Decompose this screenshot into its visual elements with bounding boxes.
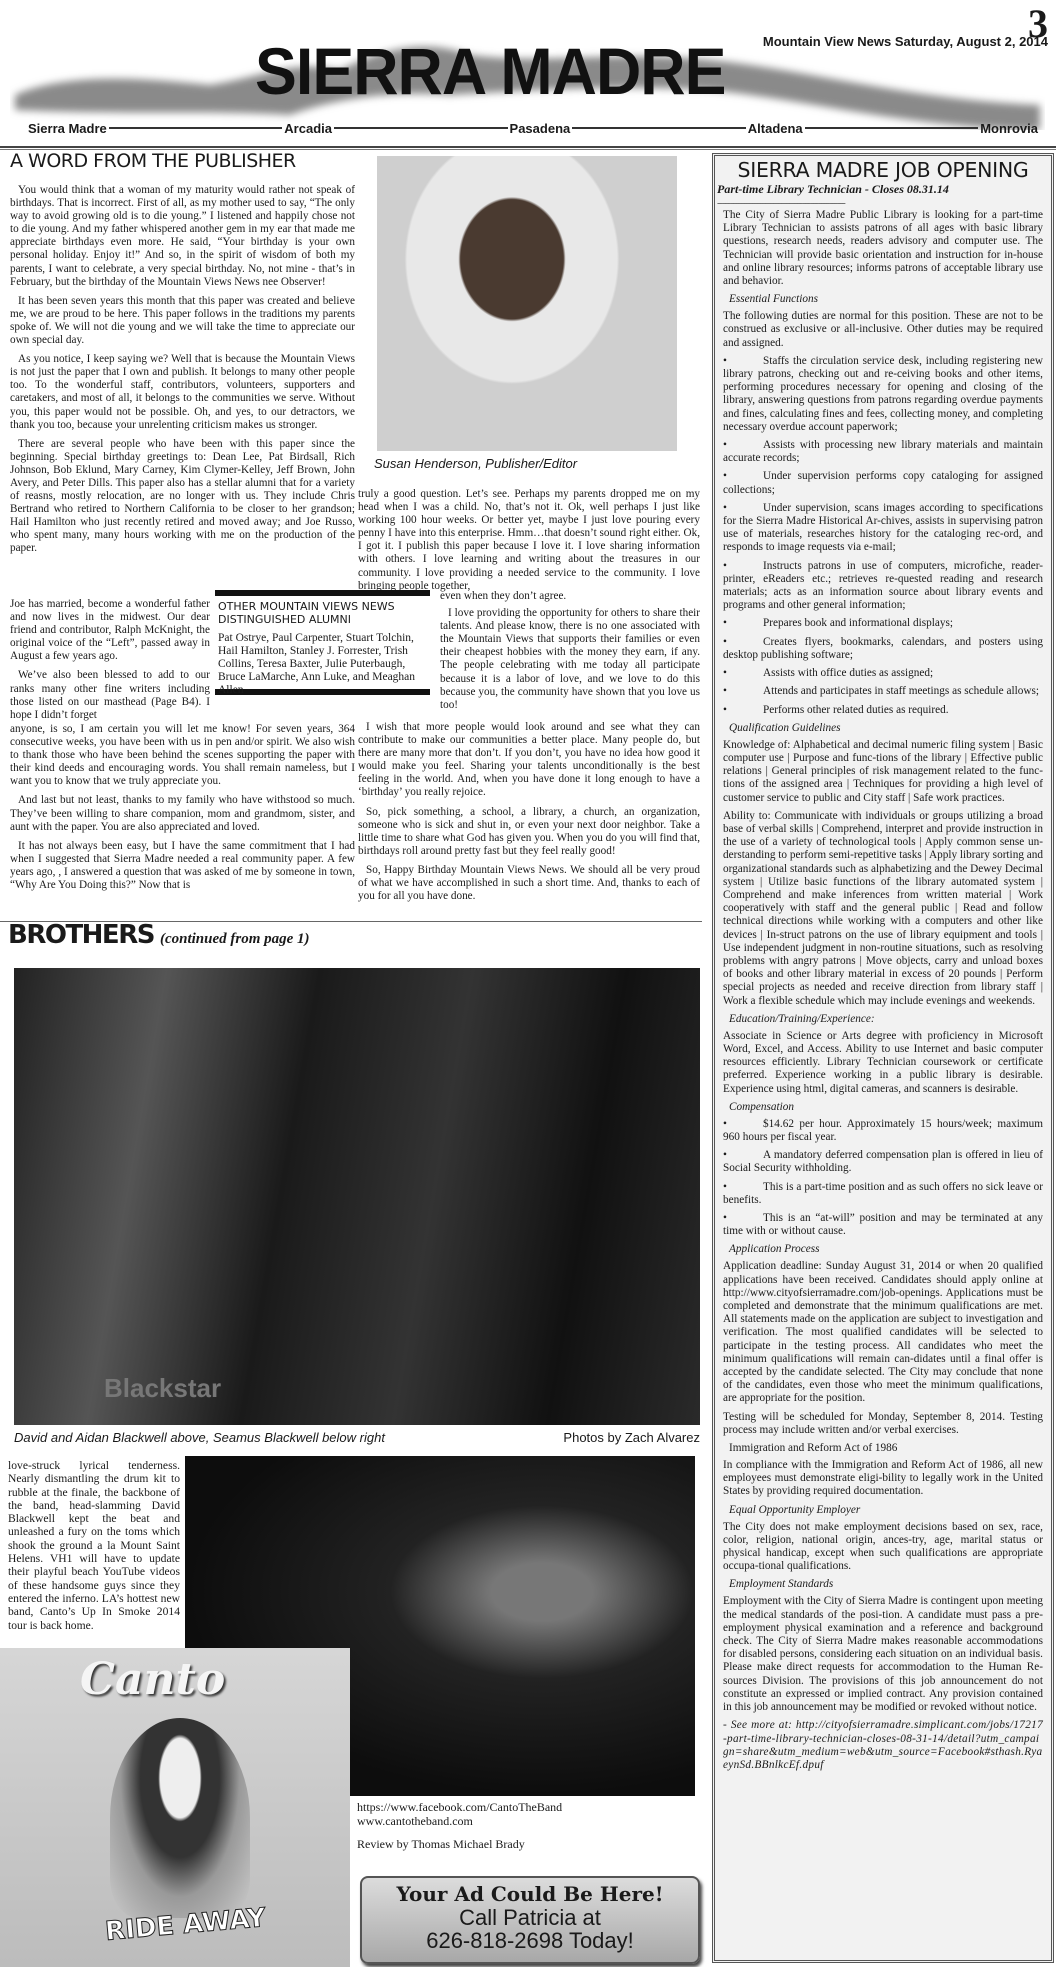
city-label: Arcadia [284, 120, 332, 136]
section-heading: Employment Standards [729, 1578, 834, 1591]
poster-figure [110, 1718, 250, 1918]
duty-item: • Performs other related duties as required. [723, 703, 949, 716]
section-heading: Compensation [729, 1100, 795, 1113]
paragraph: So, Happy Birthday Mountain Views News. We should all be very proud of what we have accomplished in such a short time. And, thanks to each of you for all you have done. [358, 863, 700, 903]
city-label: Altadena [747, 120, 803, 136]
see-more-link[interactable]: - See more at: http://cityofsierramadre.simplicant.com/jobs/17217-part-time-library-technician-closes-08-31-14/detail?utm_campaign=share&utm_medium=web&utm_source=Facebook#sthash.RyaeynSd.BBnlkcEf.dpuf [723, 1719, 1043, 1771]
job-text: Knowledge of: Alphabetical and decimal numeric filing system | Basic computer use | Purpose and func-tions of the library | Effective public relations | General principles of risk management related to the func-tions of the assigned area | Techniques for providing a high level of customer service to public and City staff | Safe work practices. [723, 738, 1043, 804]
paragraph: So, pick something, a school, a library, a church, an organization, someone who is sick and shut in, or even your next door neighbor. Take a little time to share what God has given you. When you do you will find that, birthdays roll around pretty fast but they feel really good! [358, 805, 700, 857]
paragraph: And last but not least, thanks to my family who have withstood so much. They’ve been willing to share companion, mom and grandmom, sister, and aunt with the paper. You are also appreciated and loved. [10, 794, 355, 833]
paragraph: I love providing the opportunity for others to share their talents. And please know, there is no one associated with the Mountain Views that supports their families or even their cheapest hobbies with the money they earn, if any. The people celebrating with me today all participate because it is a labor of love, and we love to do this because you, the community have shown that you love us too! [440, 607, 700, 711]
paragraph: We’ve also been blessed to add to our ranks many other fine writers including those listed on our masthead (Page B4). I hope I didn’t forget [10, 669, 210, 721]
duty-item: • Staffs the circulation service desk, including registering new library patrons, checking out and re-ceiving books and other items, performing procedures necessary for opening and closing of the library, answering questions from patrons regarding overdue payments and fines, calculating fines and fees, collecting money, and completing necessary overdue account paperwork; [723, 354, 1043, 433]
duty-item: • Assists with office duties as assigned; [723, 667, 934, 680]
band-photo-top [14, 968, 700, 1425]
publisher-photo-caption: Susan Henderson, Publisher/Editor [374, 456, 578, 471]
comp-item: • $14.62 per hour. Approximately 15 hours/week; maximum 960 hours per fiscal year. [723, 1117, 1043, 1143]
brothers-heading: BROTHERS (continued from page 1) [8, 920, 310, 950]
ad-line: Call Patricia at [459, 1905, 601, 1930]
duty-item: • Prepares book and informational displays; [723, 617, 953, 630]
canto-poster [0, 1648, 350, 1967]
publisher-col1-narrow [10, 598, 210, 728]
continued-note: (continued from page 1) [159, 931, 310, 947]
dateline: Mountain View News Saturday, August 2, 2014 [762, 34, 1048, 49]
job-text: Associate in Science or Arts degree with proficiency in Microsoft Word, Excel, and Access. Ability to use Internet and basic computer resources efficiently. Library Technician coursework or certificate preferred. Experience working in a public library is desirable. Experience using html, digital cameras, and scanners is desirable. [723, 1029, 1043, 1095]
band-links [357, 1800, 562, 1851]
publisher-col2-bottom [358, 721, 700, 909]
ad-line: Your Ad Could Be Here! [396, 1882, 664, 1906]
city-label: Sierra Madre [28, 120, 107, 136]
city-label: Monrovia [980, 120, 1038, 136]
duty-item: • Under supervision performs copy cataloging for assigned collections; [723, 470, 1043, 496]
band-photo-caption: David and Aidan Blackwell above, Seamus Blackwell below right [14, 1430, 385, 1445]
paragraph: even when they don’t agree. [440, 590, 567, 602]
job-text: Employment with the City of Sierra Madre is contingent upon meeting the medical standards of the posi-tion. A candidate must pass a pre-employment physical examination and a reference and background check. The City of Sierra Madre makes reasonable accommodations for disabled persons, considering each situation on an individual basis. Please make direct requests for accommodation to the Human Re-sources Division. The provisions of this job announcement do not constitute an expressed or implied contract. Any provision contained in this job announcement may be modified or revoked without notice. [723, 1595, 1043, 1714]
publisher-col1 [10, 184, 355, 562]
job-subheading: Part-time Library Technician - Closes 08.31.14 [717, 182, 949, 196]
duty-item: • Creates flyers, bookmarks, calendars, and posters using desktop publishing software; [723, 635, 1043, 661]
section-heading: Equal Opportunity Employer [729, 1503, 861, 1516]
divider: ------------------------------------------------ [717, 197, 845, 209]
ad-phone: 626-818-2698 Today! [426, 1928, 634, 1953]
job-text: In compliance with the Immigration and Reform Act of 1986, all new employees must demonstrate eligi-bility to legally work in the United States by providing required documentation. [723, 1459, 1043, 1498]
page-number: 3 [1028, 1, 1048, 46]
masthead-title: SIERRA MADRE [255, 34, 726, 108]
job-heading: SIERRA MADRE JOB OPENING [737, 158, 1029, 182]
publisher-heading: A WORD FROM THE PUBLISHER [10, 150, 296, 172]
publisher-photo [377, 156, 677, 451]
job-text: The following duties are normal for this position. These are not to be construed as exclusive or all-inclusive. Other duties may be required and assigned. [723, 310, 1043, 349]
alumni-names: Pat Ostrye, Paul Carpenter, Stuart Tolchin, Hail Hamilton, Stanley J. Forrester, Trish Collins, Teresa Baxter, Julie Puterbaugh, Bruce LaMarche, Ann Luke, and Meaghan Allen [218, 632, 416, 696]
comp-item: • This is a part-time position and as such offers no sick leave or benefits. [723, 1180, 1043, 1206]
duty-item: • Assists with processing new library materials and maintain accurate records; [723, 439, 1043, 465]
paragraph: I wish that more people would look around and see what they can contribute to make our communities a better place. Many people do, but there are many more that don’t. If you don’t, you have no idea how good it would make you feel. Sharing your talents unconditionally is the best feeling in the world. And, when you have done it long enough to have a ‘birthday’ you really rejoice. [358, 721, 700, 799]
publisher-col2-top [358, 488, 700, 599]
publisher-col2-narrow [440, 590, 700, 718]
comp-item: • This is an “at-will” position and may be terminated at any time with or without cause. [723, 1212, 1043, 1238]
job-text: Application deadline: Sunday August 31, 2014 or when 20 qualified applications have been received. Candidates should apply online at http://www.cityofsierramadre.com/job-openings. Applications must be completed and demonstrate that the minimum qualifications are met. All statements made on the application are subject to investigation and verification. The most qualified candidates will be selected to participate in the testing process. All candidates who meet the minimum qualifications will remain can-didates until a final offer is accepted by the candidate selected. The City may conclude that none of the candidates, even those who meet the minimum qualifications, are appropriate for the position. [723, 1260, 1043, 1405]
poster-subtitle: RIDE AWAY [103, 1903, 268, 1947]
ad-placeholder [360, 1876, 700, 1964]
paragraph: As you notice, I keep saying we? Well that is because the Mountain Views is not just the paper that I own and publish. It belongs to many other people too. To the wonderful staff, contributors, volunteers, supporters and caretakers, and most of all, it belongs to the communities we serve. Without you, this paper would not be possible. Oh, and yes, to our detractors, we thank you too, because your unrelenting criticism makes us stronger. [10, 353, 355, 431]
section-heading: Immigration and Reform Act of 1986 [729, 1442, 898, 1455]
alumni-heading: OTHER MOUNTAIN VIEWS NEWS DISTINGUISHED ALUMNI [218, 600, 395, 626]
facebook-link[interactable]: https://www.facebook.com/CantoTheBand [357, 1800, 563, 1814]
job-text: Testing will be scheduled for Monday, September 8, 2014. Testing process may include written and/or verbal exercises. [723, 1410, 1043, 1436]
section-heading: Essential Functions [729, 293, 819, 306]
section-heading: Education/Training/Experience: [729, 1012, 875, 1025]
paragraph: You would think that a woman of my maturity would rather not speak of birthdays. That is incorrect. First of all, as my mother used to say, “The only way to avoid growing old is to die young.” I listened and happily chose not to die young. And my father whispered another gem in my ear that made me appreciate birthdays even more. He said, “Your birthday is your own personal holiday. Enjoy it!” And so, in the spirit of wisdom of both my parents, I want to celebrate, a very special birthday. No, not mine - that’s in February, but the birthday of the Mountain Views News nee Observer! [10, 184, 355, 288]
city-label: Pasadena [509, 120, 571, 136]
section-heading: Application Process [729, 1243, 820, 1256]
alumni-box [215, 590, 430, 695]
job-intro: The City of Sierra Madre Public Library is looking for a part-time Library Technician to assists patrons of all ages with basic library questions, research needs, readers advisory and computer use. The Technician will provide basic orientation and instruction for in-house and online library resources; informs patrons of acceptable library use and behavior. [723, 209, 1043, 288]
job-text: The City does not make employment decisions based on sex, race, color, religion, national origin, ances-try, age, marital status or physical handicap, except when such qualifications are appropriate occupa-tional qualifications. [723, 1520, 1043, 1573]
city-line [28, 118, 1038, 138]
job-text: Ability to: Communicate with individuals or groups utilizing a broad base of verbal skills | Comprehend, interpret and provide instruction in the use of a variety of technological tools | Apply common sense un-derstanding to perform semi-repetitive tasks | Apply library sorting and organizational standards such as alphabetizing and the Dewey Decimal system | Utilize basic functions of the library automated system | Comprehend and make inferences from written material | Work cooperatively with staff and the general public | Read and follow technical directions while working with a computers and other like devices | In-struct patrons on the use of library equipment and tools | Use independent judgment in non-routine situations, such as resolving problems with angry patrons | Move objects, carry and unload boxes of books and other library material in excess of 20 pounds | Perform special projects as needed and receive direction from library staff | Work a flexible schedule which may include evenings and weekends. [723, 809, 1043, 1007]
paragraph: It has not always been easy, but I have the same commitment that I had when I suggested that Sierra Madre needed a real community paper. A few years ago, , I answered a question that was asked of me by someone in town, “Why Are You Doing this?” Now that is [10, 839, 355, 892]
amp-logo: Blackstar [104, 1373, 222, 1403]
paragraph: There are several people who have been with this paper since the beginning. Special birthday greetings to: Dean Lee, Pat Birdsall, Rich Johnson, Bob Eklund, Mary Carney, Kim Clymer-Kelley, Jeff Brown, John Avery, and Peter Dills. This paper also has a stellar alumni that for a variety of reasns, mostly relocation, are no longer with us. They include Chris Bertrand who retired to Northern California to be closer to her grandson; Hail Hamilton who just recently retired and moved away; and Joe Russo, who spent many, many hours working with me on the production of the paper. [10, 437, 355, 555]
comp-item: • A mandatory deferred compensation plan is offered in lieu of Social Security withholding. [723, 1149, 1043, 1175]
section-heading: Qualification Guidelines [729, 721, 841, 734]
paragraph: truly a good question. Let’s see. Perhaps my parents dropped me on my head when I was a child. No, that’s not it. Ok, well perhaps I just like working 100 hour weeks. Or better yet, maybe I just love pouring every penny I have into this enterprise. Hmm…that doesn’t sound right either. Ok, I got it. I publish this paper because I love it. I love sharing information with others. I love learning and writing about the treasures in our community. I love providing a needed service to the community. I love bringing people together, [358, 488, 700, 592]
review-byline: Review by Thomas Michael Brady [357, 1837, 525, 1851]
poster-title: Canto [80, 1654, 226, 1705]
paragraph: It has been seven years this month that this paper was created and believe me, we are proud to be here. This paper follows in the traditions my parents spoke of. We will not die young and we will take the time to appreciate our own special day. [10, 294, 355, 347]
duty-item: • Attends and participates in staff meetings as schedule allows; [723, 685, 1039, 698]
duty-item: • Under supervision, scans images according to specifications for the Sierra Madre Historical Ar-chives, assists in supervising patron use of materials, researches history for the cataloging rec-ord, and responds to image requests via e-mail; [723, 501, 1043, 554]
brothers-body: love-struck lyrical tenderness. Nearly dismantling the drum kit to rubble at the finale, the backbone of the band, head-slamming David Blackwell kept the beat and unleashed a fury on the toms which shook the ground a la Mount Saint Helens. VH1 will have to update their playful beach YouTube videos of these handsome guys since they entered the inferno. LA’s hottest new band, Canto’s Up In Smoke 2014 tour is back home. [8, 1459, 180, 1632]
photo-credit: Photos by Zach Alvarez [563, 1430, 700, 1445]
publisher-col1-bottom [10, 723, 355, 898]
website-link[interactable]: www.cantotheband.com [357, 1814, 473, 1828]
job-opening-box [712, 153, 1054, 1963]
paragraph: Joe has married, become a wonderful father and now lives in the midwest. Our dear friend and contributor, Ralph McKnight, the original voice of the “Left”, passed away in August a few years ago. [10, 598, 210, 663]
paragraph: anyone, is so, I am certain you will let me know! For seven years, 364 consecutive weeks, you have been with us in pen and/or spirit. We also wish to thank those who have been behind the scenes supporting the paper with their kind deeds and encouraging words. You shall remain nameless, but I want you to know that we truly appreciate you. [10, 723, 355, 788]
duty-item: • Instructs patrons in use of computers, microfiche, reader-printer, eReaders etc.; retrieves re-quested reading and research materials; acts as an information source about library events and programs and other general information; [723, 559, 1043, 612]
